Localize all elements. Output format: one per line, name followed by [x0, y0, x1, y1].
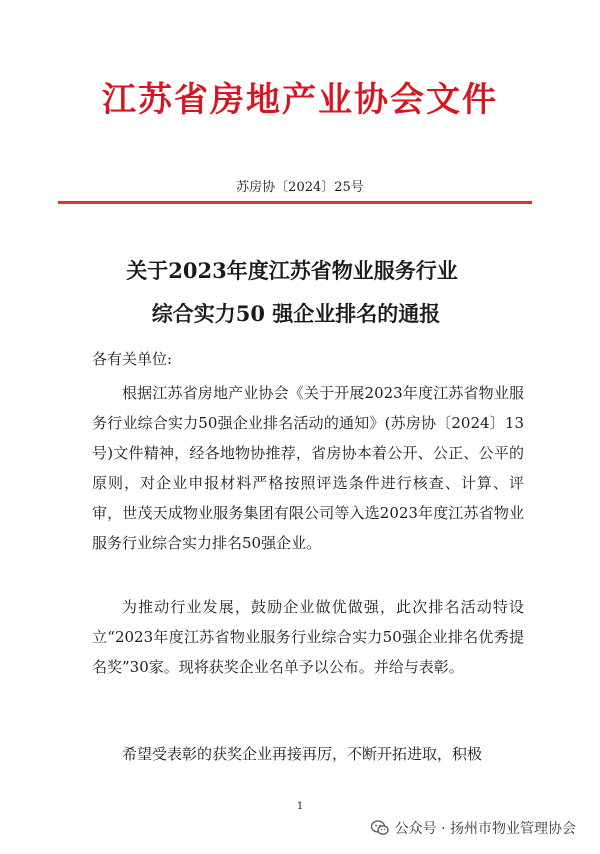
- salutation: 各有关单位:: [92, 350, 173, 368]
- document-header-title: 江苏省房地产业协会文件: [102, 80, 498, 120]
- body-paragraph-3: 希望受表彰的获奖企业再接再厉，不断开拓进取，积极: [122, 745, 483, 763]
- notice-title-line-1: 关于2023年度江苏省物业服务行业: [126, 258, 458, 283]
- header-divider: [58, 201, 532, 204]
- notice-title-line-2: 综合实力50 强企业排名的通报: [151, 301, 441, 326]
- wechat-icon: [371, 820, 389, 836]
- watermark-text: 公众号 · 扬州市物业管理协会: [394, 821, 576, 837]
- watermark: [371, 818, 576, 838]
- page-number: 1: [296, 801, 304, 812]
- document-number: 苏房协〔2024〕25号: [236, 180, 364, 195]
- body-paragraph-1: 根据江苏省房地产业协会《关于开展2023年度江苏省物业服务行业综合实力50强企业排名活动的通知》(苏房协〔2024〕13号)文件精神，经各地物协推荐，省房协本着公开、公正、公平的原则，对企业申报材料严格按照评选条件进行核查、计算、评审，世茂天成物业服务集团有限公司等入选2023年度江苏省物业服务行业综合实力排名50强企业。: [92, 384, 524, 552]
- body-paragraph-2: 为推动行业发展，鼓励企业做优做强，此次排名活动特设立“2023年度江苏省物业服务行业综合实力50强企业排名优秀提名奖”30家。现将获奖企业名单予以公布。并给与表彰。: [92, 598, 524, 676]
